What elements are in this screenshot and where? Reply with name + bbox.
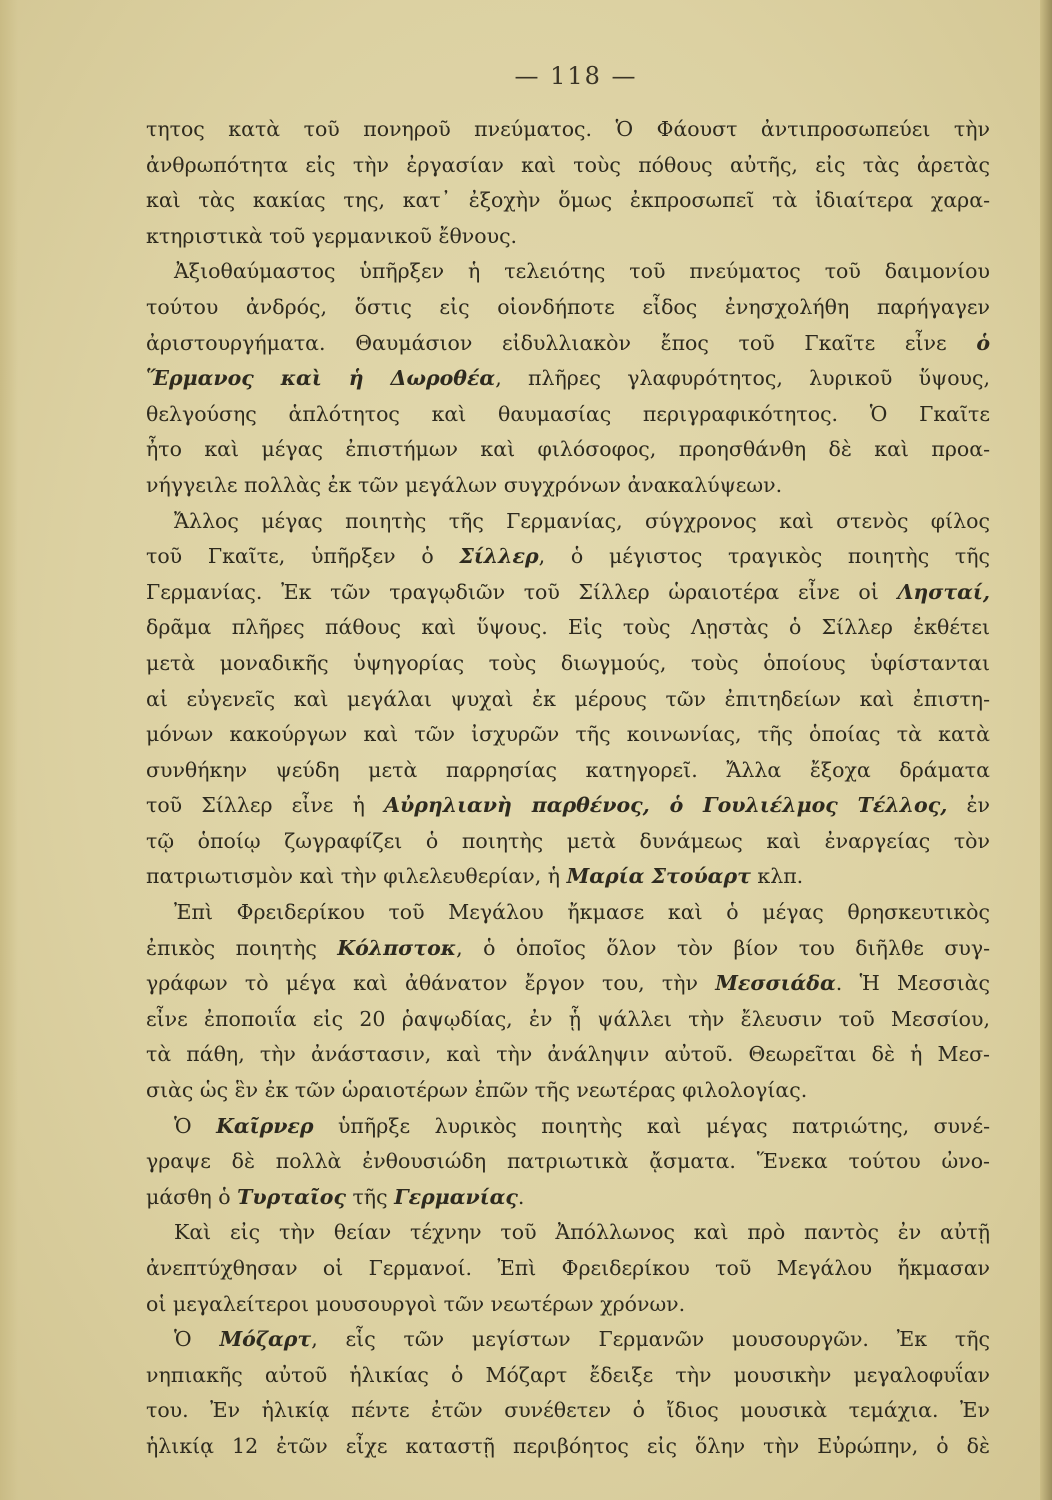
text-run: ἦτο καὶ μέγας ἐπιστήμων καὶ φιλόσοφος, προησθάνθη δὲ καὶ προα- [146,437,990,462]
text-run: Ἄλλος μέγας ποιητὴς τῆς Γερμανίας, σύγχρονος καὶ στενὸς φίλος [174,508,990,533]
text-run: αἱ εὐγενεῖς καὶ μεγάλαι ψυχαὶ ἐκ μέρους τῶν ἐπιτηδείων καὶ ἐπιστη- [146,686,990,711]
text-line [146,539,990,575]
text-line [146,183,990,219]
body-text [146,112,990,1465]
text-run: Ὁ [174,1113,217,1138]
text-line [146,1393,990,1429]
text-line [146,646,990,682]
text-line [146,148,990,184]
text-run: μάσθη ὁ [146,1184,238,1209]
text-run: καὶ τὰς κακίας της, κατ᾽ ἐξοχὴν ὅμως ἐκπροσωπεῖ τὰ ἰδιαίτερα χαρα- [146,188,990,213]
text-run: ἀνεπτύχθησαν οἱ Γερμανοί. Ἐπὶ Φρειδερίκου τοῦ Μεγάλου ἤκμασαν [146,1256,990,1280]
text-line [146,219,990,255]
text-line [146,468,990,504]
text-line [146,254,990,290]
text-line [146,788,990,824]
text-run: Ἀξιοθαύμαστος ὑπῆρξεν ἡ τελειότης τοῦ πνεύματος τοῦ δαιμονίου [174,259,990,284]
text-run: ἐπικὸς ποιητὴς [146,935,338,960]
text-run: τῷ ὁποίῳ ζωγραφίζει ὁ ποιητὴς μετὰ δυνάμεως καὶ ἐναργείας τὸν [146,828,990,853]
emphasized-title: Αὐρηλιανὴ παρθένος, ὁ Γουλιέλμος Τέλλος, [384,793,948,818]
text-run: γράφων τὸ μέγα καὶ ἀθάνατον ἔργον του, τὴν [146,971,716,996]
text-line [146,859,990,895]
text-line [146,112,990,148]
text-run: εἶνε ἐποποιΐα εἰς 20 ῥαψῳδίας, ἐν ᾗ ψάλλει τὴν ἔλευσιν τοῦ Μεσσίου, [146,1006,990,1031]
text-line [146,1429,990,1465]
text-run: θελγούσης ἁπλότητος καὶ θαυμασίας περιγραφικότητος. Ὁ Γκαῖτε [146,401,990,426]
text-line [146,931,990,967]
text-line [146,1073,990,1109]
text-run: ἡλικίᾳ 12 ἐτῶν εἶχε καταστῇ περιβόητος εἰς ὅλην τὴν Εὐρώπην, ὁ δὲ [146,1433,990,1458]
text-line [146,824,990,860]
text-run: κλπ. [750,864,804,889]
text-run: ἐν [947,793,990,818]
text-line [146,1215,990,1251]
page-number: — 118 — [514,62,638,90]
text-run: Ὁ [174,1327,220,1352]
text-run: πατριωτισμὸν καὶ τὴν φιλελευθερίαν, ἡ [146,864,567,889]
text-run: Καὶ εἰς τὴν θείαν τέχνην τοῦ Ἀπόλλωνος καὶ πρὸ παντὸς ἐν αὐτῇ [174,1220,990,1245]
text-run: τοῦ Γκαῖτε, ὑπῆρξεν ὁ [146,544,460,569]
text-run: τῆς [345,1184,395,1209]
text-line [146,1358,990,1394]
text-run: ἀνθρωπότητα εἰς τὴν ἐργασίαν καὶ τοὺς πόθους αὐτῆς, εἰς τὰς ἀρετὰς [146,152,990,177]
text-run: ὑπῆρξε λυρικὸς ποιητὴς καὶ μέγας πατριώτης, συνέ- [313,1113,990,1138]
text-run: του. Ἐν ἡλικίᾳ πέντε ἐτῶν συνέθετεν ὁ ἴδιος μουσικὰ τεμάχια. Ἐν [146,1398,990,1423]
page-right-edge [1040,0,1052,1500]
text-run: κτηριστικὰ τοῦ γερμανικοῦ ἔθνους. [146,223,518,248]
text-run: συνθήκην ψεύδη μετὰ παρρησίας κατηγορεῖ. Ἄλλα ἔξοχα δράματα [146,757,990,782]
emphasized-title: Γερμανίας [394,1184,518,1209]
text-run: δρᾶμα πλῆρες πάθους καὶ ὕψους. Εἰς τοὺς Λῃστὰς ὁ Σίλλερ ἐκθέτει [146,615,990,640]
text-line [146,1109,990,1145]
text-line [146,361,990,397]
text-line [146,290,990,326]
text-run: μόνων κακούργων καὶ τῶν ἰσχυρῶν τῆς κοινωνίας, τῆς ὁποίας τὰ κατὰ [146,722,990,747]
emphasized-title: Σίλλερ [459,544,539,569]
text-line [146,966,990,1002]
text-line [146,575,990,611]
emphasized-title: Μόζαρτ [219,1327,312,1352]
text-line [146,895,990,931]
text-run: , εἷς τῶν μεγίστων Γερμανῶν μουσουργῶν. Ἐκ τῆς [311,1327,990,1352]
text-line [146,1180,990,1216]
text-run: τούτου ἀνδρός, ὅστις εἰς οἱονδήποτε εἶδος ἐνησχολήθη παρήγαγεν [146,294,990,319]
text-run: οἱ μεγαλείτεροι μουσουργοὶ τῶν νεωτέρων χρόνων. [146,1291,686,1316]
text-run: γραψε δὲ πολλὰ ἐνθουσιώδη πατριωτικὰ ᾄσματα. Ἕνεκα τούτου ὠνο- [146,1149,990,1174]
emphasized-title: Μαρία Στούαρτ [566,864,751,889]
text-line [146,397,990,433]
text-run: τοῦ Σίλλερ εἶνε ἡ [146,793,385,818]
text-line [146,504,990,540]
text-run: Ἐπὶ Φρειδερίκου τοῦ Μεγάλου ἤκμασε καὶ ὁ μέγας θρησκευτικὸς [174,900,990,925]
emphasized-title: Τυρταῖος [237,1184,346,1209]
emphasized-title: Μεσσιάδα [715,971,836,996]
text-run: μετὰ μοναδικῆς ὑψηγορίας τοὺς διωγμούς, τοὺς ὁποίους ὑφίστανται [146,650,990,675]
emphasized-title: Ἕρμανος καὶ ἡ Δωροθέα [146,366,496,391]
text-line [146,682,990,718]
text-run: τητος κατὰ τοῦ πονηροῦ πνεύματος. Ὁ Φάουστ ἀντιπροσωπεύει τὴν [146,117,990,141]
text-run: , ὁ μέγιστος τραγικὸς ποιητὴς τῆς [538,544,990,569]
text-run: νήγγειλε πολλὰς ἐκ τῶν μεγάλων συγχρόνων ἀνακαλύψεων. [146,472,783,497]
emphasized-title: Καῖρνερ [216,1113,314,1138]
text-run: νηπιακῆς αὐτοῦ ἡλικίας ὁ Μόζαρτ ἔδειξε τὴν μουσικὴν μεγαλοφυΐαν [146,1362,990,1387]
text-line [146,1322,990,1358]
text-run: σιὰς ὡς ἓν ἐκ τῶν ὡραιοτέρων ἐπῶν τῆς νεωτέρας φιλολογίας. [146,1078,808,1103]
text-run: . Ἡ Μεσσιὰς [835,971,990,996]
page-left-edge [0,0,18,1500]
text-line [146,1144,990,1180]
text-line [146,753,990,789]
text-line [146,432,990,468]
text-line [146,326,990,362]
text-run: . [517,1184,525,1209]
text-line [146,1287,990,1323]
text-run: , ὁ ὁποῖος ὅλον τὸν βίον του διῆλθε συγ- [456,935,990,960]
text-line [146,610,990,646]
text-run: ἀριστουργήματα. Θαυμάσιον εἰδυλλιακὸν ἔπος τοῦ Γκαῖτε εἶνε [146,330,977,355]
text-run: Γερμανίας. Ἐκ τῶν τραγῳδιῶν τοῦ Σίλλερ ὡραιοτέρα εἶνε οἱ [146,579,898,604]
text-line [146,1002,990,1038]
text-line [146,1037,990,1073]
text-line [146,717,990,753]
emphasized-title: Κόλπστοκ [337,935,457,960]
emphasized-title: ὁ [976,330,990,355]
text-run: τὰ πάθη, τὴν ἀνάστασιν, καὶ τὴν ἀνάληψιν αὐτοῦ. Θεωρεῖται δὲ ἡ Μεσ- [146,1042,990,1067]
text-run: , πλῆρες γλαφυρότητος, λυρικοῦ ὕψους, [495,366,990,391]
text-line [146,1251,990,1287]
emphasized-title: Λησταί, [897,579,990,604]
